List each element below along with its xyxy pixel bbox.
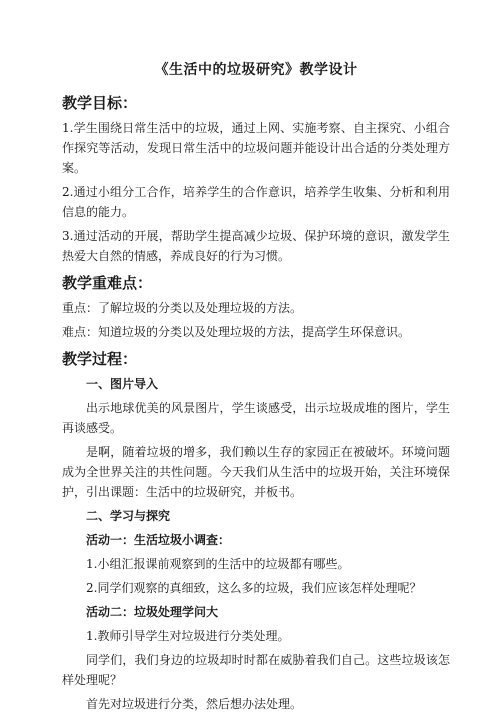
key-point-focus: 重点：了解垃圾的分类以及处理垃圾的方法。 bbox=[62, 301, 303, 315]
activity2-item-2: 同学们，我们身边的垃圾却时时都在威胁着我们自己。这些垃圾该怎样处理呢？ bbox=[62, 653, 450, 687]
activity2-item-3: 首先对垃圾进行分类，然后想办法处理。 bbox=[86, 697, 303, 711]
activity2-title: 活动二：垃圾处理学问大 bbox=[86, 605, 219, 619]
section1-title: 一、图片导入 bbox=[86, 377, 159, 391]
section1-paragraph-2: 是啊，随着垃圾的增多，我们赖以生存的家园正在被破坏。环境问题成为全世界关注的共性问题。今天我们从生活中的垃圾开始，关注环境保护，引出课题：生活中的垃圾研究，并板书。 bbox=[62, 445, 450, 499]
goal-item-2: 2.通过小组分工合作，培养学生的合作意识，培养学生收集、分析和利用信息的能力。 bbox=[62, 185, 450, 219]
goal-item-3: 3.通过活动的开展，帮助学生提高减少垃圾、保护环境的意识，激发学生热爱大自然的情感，养成良好的行为习惯。 bbox=[62, 229, 450, 263]
document-page bbox=[62, 60, 450, 718]
goal-item-1: 1.学生围绕日常生活中的垃圾，通过上网、实施考察、自主探究、小组合作探究等活动，发现日常生活中的垃圾问题并能设计出合适的分类处理方案。 bbox=[62, 121, 450, 175]
key-points-heading: 教学重难点： bbox=[62, 274, 153, 292]
activity1-item-1: 1.小组汇报课前观察到的生活中的垃圾都有哪些。 bbox=[86, 557, 350, 571]
key-point-difficulty: 难点：知道垃圾的分类以及处理垃圾的方法，提高学生环保意识。 bbox=[62, 325, 411, 339]
activity2-item-1: 1.教师引导学生对垃圾进行分类处理。 bbox=[86, 629, 290, 643]
section1-paragraph-1: 出示地球优美的风景图片，学生谈感受，出示垃圾成堆的图片，学生再谈感受。 bbox=[62, 401, 450, 435]
activity1-title: 活动一：生活垃圾小调查： bbox=[86, 533, 231, 547]
process-heading: 教学过程： bbox=[62, 350, 138, 368]
section2-title: 二、学习与探究 bbox=[86, 509, 171, 523]
activity1-item-2: 2.同学们观察的真细致，这么多的垃圾，我们应该怎样处理呢？ bbox=[86, 581, 422, 595]
document-title: 《生活中的垃圾研究》教学设计 bbox=[154, 62, 358, 78]
goals-heading: 教学目标： bbox=[62, 94, 138, 112]
